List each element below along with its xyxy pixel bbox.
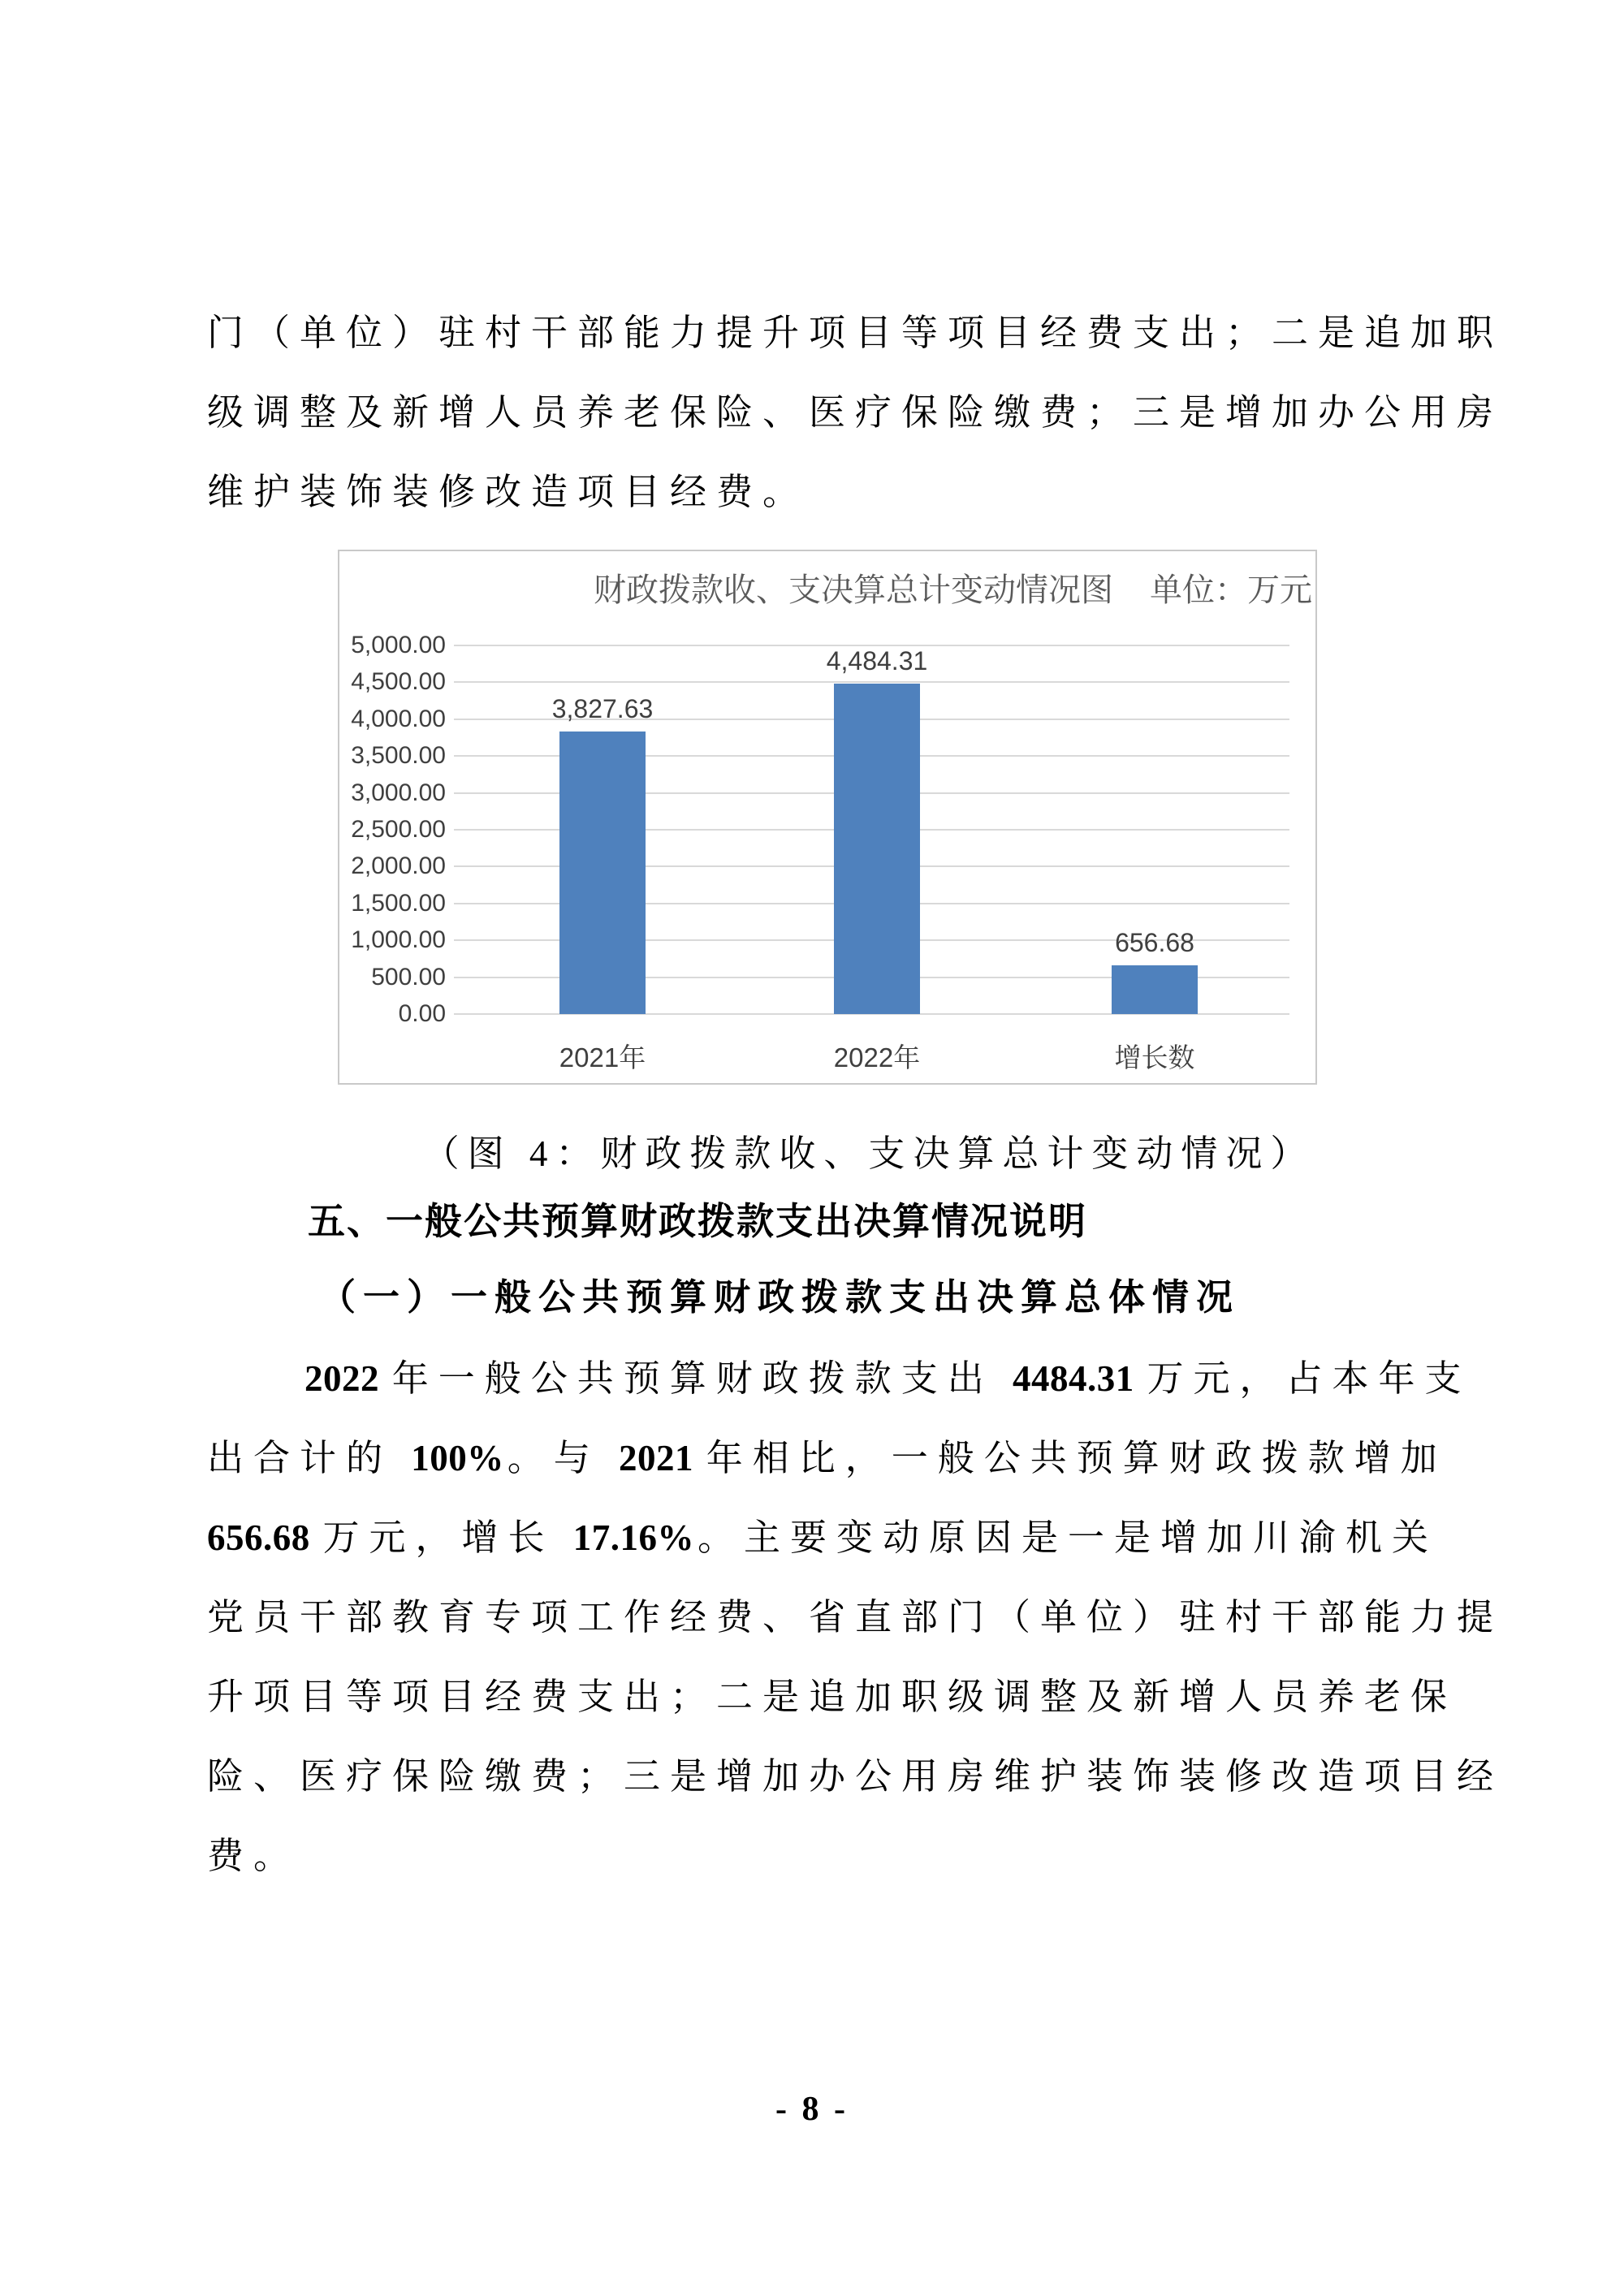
number-text: 100% [411,1438,504,1478]
chart-figure [338,550,1317,1085]
page-number: - 8 - [775,2091,849,2128]
y-axis-label: 5,000.00 [351,632,446,658]
category-label: 2021年 [559,1042,646,1072]
body-line [207,1754,1503,1798]
y-axis-label: 2,500.00 [351,816,446,843]
data-label: 4,484.31 [826,645,928,675]
y-axis-label: 3,500.00 [351,742,446,770]
chart-title-text: 财政拨款收、支决算总计变动情况图 [594,572,1113,608]
y-axis-label: 1,000.00 [351,926,446,954]
cjk-text: 万元，增长 [322,1517,573,1558]
y-axis-label: 2,000.00 [351,852,446,880]
cjk-text: 党员干部教育专项工作经费、省直部门（单位）驻村干部能力提 [207,1597,1504,1638]
chart-unit-label: 单位：万元 [1150,572,1312,608]
y-axis-label: 3,000.00 [351,779,446,806]
number-text: 2021 [619,1438,703,1478]
cjk-text: 年一般公共预算财政拨款支出 [391,1358,1013,1399]
body-line: 维护装饰装修改造项目经费。 [207,472,810,512]
body-line: 级调整及新增人员养老保险、医疗保险缴费；三是增加办公用房 [207,392,1504,433]
cjk-text: 险、医疗保险缴费；三是增加办公用房维护装饰装修改造项目经 [207,1756,1504,1797]
sub-section-heading: （一）一般公共预算财政拨款支出决算总体情况 [319,1277,1241,1318]
body-line: 门（单位）驻村干部能力提升项目等项目经费支出；二是追加职 [207,313,1504,353]
chart-title [594,564,1312,611]
cjk-text: 升项目等项目经费支出；二是追加职级调整及新增人员养老保 [207,1677,1458,1717]
figure-caption: （图 4：财政拨款收、支决算总计变动情况） [422,1133,1315,1174]
body-line [207,1834,300,1878]
body-line [304,1357,1471,1400]
body-line [207,1516,1438,1560]
cjk-text: 年相比，一般公共预算财政拨款增加 [706,1438,1447,1478]
y-axis-label: 500.00 [371,963,446,990]
cjk-text: 万元，占本年支 [1147,1358,1471,1399]
bar-2021年 [559,732,646,1014]
data-label: 3,827.63 [551,694,654,724]
bar-2022年 [834,684,920,1014]
cjk-text: 。主要变动原因是一是增加川渝机关 [698,1517,1439,1558]
cjk-text: 。与 [507,1438,620,1478]
number-text: 17.16% [572,1517,695,1558]
cjk-text: 出合计的 [207,1438,412,1478]
body-line [207,1436,1447,1480]
section-heading: 五、一般公共预算财政拨款支出决算情况说明 [308,1200,1087,1242]
body-line [207,1675,1457,1719]
cjk-text: 费。 [207,1836,300,1876]
category-label: 增长数 [1114,1042,1195,1072]
number-text: 2022 [304,1358,389,1399]
number-text: 4484.31 [1013,1358,1144,1399]
number-text: 656.68 [207,1517,320,1558]
y-axis-label: 4,000.00 [351,705,446,732]
body-line [207,1595,1503,1639]
bar-增长数 [1112,965,1198,1014]
y-axis-label: 0.00 [398,1000,446,1027]
category-label: 2022年 [833,1042,921,1072]
y-axis-label: 1,500.00 [351,889,446,917]
y-axis-label: 4,500.00 [351,668,446,696]
data-label: 656.68 [1115,928,1194,958]
